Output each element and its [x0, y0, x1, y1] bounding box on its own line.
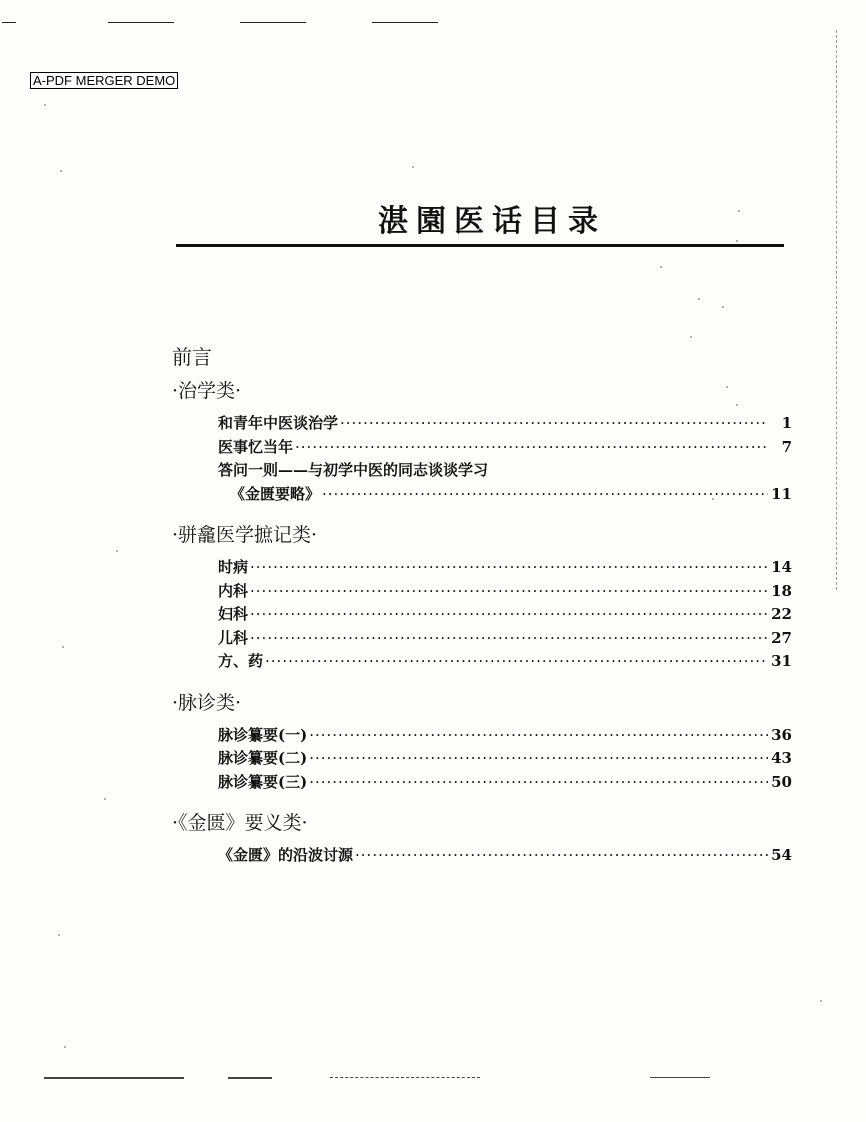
toc-entry	[218, 724, 792, 748]
dot-leader	[295, 436, 768, 460]
entry-page: 7	[781, 437, 792, 456]
section-jingui	[172, 808, 792, 868]
scan-speck	[412, 166, 414, 168]
top-rule	[372, 22, 438, 23]
entry-title: 和青年中医谈治学	[218, 414, 339, 432]
entry-title: 方、药	[218, 652, 264, 670]
dot-leader	[340, 412, 768, 436]
entry-title: 时病	[218, 558, 249, 576]
entry-page: 31	[771, 652, 792, 670]
scan-speck	[44, 104, 46, 106]
toc-entry	[230, 483, 792, 507]
entry-title: 脉诊纂要(二)	[218, 749, 308, 767]
entry-page: 11	[771, 484, 792, 503]
entry-title: 脉诊纂要(三)	[218, 772, 308, 791]
entry-title: 儿科	[218, 628, 249, 647]
entry-page: 54	[771, 846, 792, 864]
dot-leader	[250, 580, 768, 604]
dot-leader	[309, 724, 768, 748]
title-rule	[176, 244, 784, 247]
entry-page: 43	[771, 749, 792, 767]
scan-speck	[820, 1000, 822, 1002]
toc-entry	[218, 603, 792, 627]
entry-title-line2: 《金匮要略》	[230, 484, 321, 503]
top-rule	[240, 22, 306, 23]
toc-entry	[218, 844, 792, 868]
entry-title: 妇科	[218, 605, 249, 623]
entry-title: 医事忆当年	[218, 437, 294, 456]
top-rule	[108, 22, 174, 23]
dot-leader	[250, 556, 768, 580]
entry-page: 14	[771, 558, 792, 576]
dot-leader	[309, 771, 768, 795]
bottom-rule	[44, 1077, 184, 1079]
scan-speck	[60, 170, 62, 172]
section-heading: ·脉诊类·	[172, 691, 242, 714]
toc-entry	[218, 556, 792, 580]
dot-leader	[250, 627, 768, 651]
entry-page: 22	[771, 605, 792, 623]
toc-entry	[218, 627, 792, 651]
entry-page: 50	[771, 772, 792, 791]
scan-speck	[660, 266, 662, 268]
toc-entry	[218, 771, 792, 795]
top-rule	[2, 22, 16, 23]
entry-title: 内科	[218, 581, 249, 600]
scan-speck	[722, 306, 724, 308]
bottom-rule	[650, 1077, 710, 1078]
scan-speck	[698, 298, 700, 300]
entry-title: 脉诊纂要(一)	[218, 725, 308, 744]
toc-entry	[218, 412, 792, 436]
entry-title: 《金匮》的沿波讨源	[218, 846, 354, 864]
section-heading: ·治学类·	[172, 380, 242, 402]
toc-entry	[218, 580, 792, 604]
section-maizhen	[172, 688, 792, 795]
watermark: A-PDF MERGER DEMO	[30, 72, 178, 89]
scan-speck	[58, 934, 60, 936]
dot-leader	[355, 844, 768, 868]
entry-page: 27	[771, 628, 792, 647]
dot-leader	[265, 650, 768, 674]
toc-entry	[218, 747, 792, 771]
entry-page: 36	[771, 725, 792, 744]
dot-leader	[309, 747, 768, 771]
entry-page: 1	[781, 414, 792, 432]
section-pianhan	[172, 520, 792, 674]
scan-speck	[104, 798, 106, 800]
page-title: 湛園医话目录	[378, 204, 606, 239]
entry-page: 18	[771, 581, 792, 600]
scan-speck	[116, 550, 118, 552]
bottom-rule	[228, 1077, 272, 1079]
bottom-rule	[330, 1077, 480, 1078]
dot-leader	[322, 483, 768, 507]
scan-speck	[690, 336, 692, 338]
preface-heading: 前言	[172, 345, 212, 369]
scan-speck	[62, 646, 64, 648]
section-heading: ·骈龕医学摭记类·	[172, 524, 318, 546]
entry-title-line1: 答问一则——与初学中医的同志谈谈学习	[218, 461, 489, 479]
toc-entry	[218, 436, 792, 460]
dot-leader	[250, 603, 768, 627]
toc-entry	[218, 650, 792, 674]
page-edge	[836, 30, 837, 590]
table-of-contents	[172, 342, 792, 882]
section-heading: ·《金匮》要义类·	[172, 812, 308, 834]
scan-speck	[64, 1046, 66, 1048]
section-zhixue	[172, 376, 792, 506]
